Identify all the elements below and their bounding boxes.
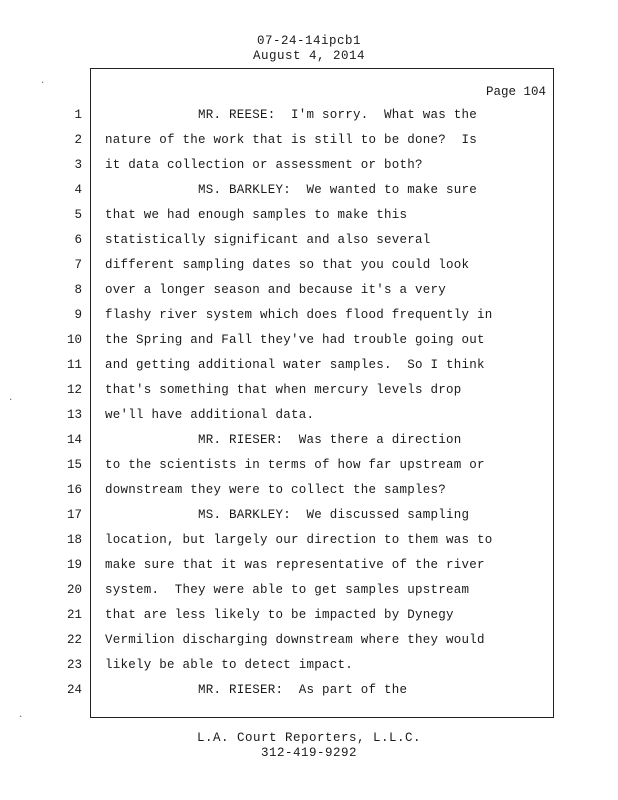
scan-speck: · xyxy=(18,712,24,722)
scan-speck: · xyxy=(40,78,46,88)
line-number: 11 xyxy=(66,358,82,372)
transcript-line-text: over a longer season and because it's a very xyxy=(105,283,447,297)
transcript-line-text: MR. RIESER: Was there a direction xyxy=(105,433,462,447)
transcript-line-text: it data collection or assessment or both? xyxy=(105,158,423,172)
line-number: 18 xyxy=(66,533,82,547)
transcript-line-text: MR. RIESER: As part of the xyxy=(105,683,408,697)
transcript-line-text: to the scientists in terms of how far upstream or xyxy=(105,458,485,472)
footer-reporter: L.A. Court Reporters, L.L.C. xyxy=(196,731,422,745)
line-number: 3 xyxy=(74,158,82,172)
line-number: 4 xyxy=(74,183,82,197)
line-number: 22 xyxy=(66,633,82,647)
line-number: 13 xyxy=(66,408,82,422)
transcript-line-text: make sure that it was representative of the river xyxy=(105,558,485,572)
line-number: 10 xyxy=(66,333,82,347)
line-number: 15 xyxy=(66,458,82,472)
transcript-line-text: we'll have additional data. xyxy=(105,408,315,422)
line-number: 7 xyxy=(74,258,82,272)
scan-speck: · xyxy=(8,395,14,405)
transcript-line-text: that we had enough samples to make this xyxy=(105,208,408,222)
transcript-line-text: location, but largely our direction to them was to xyxy=(105,533,493,547)
transcript-line-text: nature of the work that is still to be done? Is xyxy=(105,133,478,147)
transcript-line-text: and getting additional water samples. So I think xyxy=(105,358,485,372)
footer-phone: 312-419-9292 xyxy=(260,746,357,760)
line-number: 12 xyxy=(66,383,82,397)
transcript-line-text: that's something that when mercury levels drop xyxy=(105,383,462,397)
line-number: 14 xyxy=(66,433,82,447)
transcript-line-text: the Spring and Fall they've had trouble going out xyxy=(105,333,485,347)
transcript-line-text: Vermilion discharging downstream where they would xyxy=(105,633,485,647)
header-case-id: 07-24-14ipcb1 xyxy=(256,34,362,48)
line-number: 16 xyxy=(66,483,82,497)
page-number: Page 104 xyxy=(485,85,546,99)
header-date: August 4, 2014 xyxy=(252,49,366,63)
transcript-line-text: likely be able to detect impact. xyxy=(105,658,354,672)
transcript-line-text: flashy river system which does flood frequently in xyxy=(105,308,493,322)
line-number: 23 xyxy=(66,658,82,672)
line-number: 21 xyxy=(66,608,82,622)
line-number: 9 xyxy=(74,308,82,322)
line-number: 1 xyxy=(74,108,82,122)
transcript-line-text: statistically significant and also several xyxy=(105,233,431,247)
transcript-line-text: that are less likely to be impacted by Dynegy xyxy=(105,608,454,622)
line-number: 20 xyxy=(66,583,82,597)
transcript-line-text: MS. BARKLEY: We discussed sampling xyxy=(105,508,470,522)
line-number: 6 xyxy=(74,233,82,247)
transcript-line-text: system. They were able to get samples upstream xyxy=(105,583,470,597)
transcript-line-text: MR. REESE: I'm sorry. What was the xyxy=(105,108,478,122)
line-number: 17 xyxy=(66,508,82,522)
line-number: 19 xyxy=(66,558,82,572)
transcript-line-text: MS. BARKLEY: We wanted to make sure xyxy=(105,183,478,197)
transcript-line-text: different sampling dates so that you could look xyxy=(105,258,470,272)
line-number: 24 xyxy=(66,683,82,697)
line-number: 5 xyxy=(74,208,82,222)
line-number: 8 xyxy=(74,283,82,297)
line-number: 2 xyxy=(74,133,82,147)
transcript-line-text: downstream they were to collect the samples? xyxy=(105,483,447,497)
